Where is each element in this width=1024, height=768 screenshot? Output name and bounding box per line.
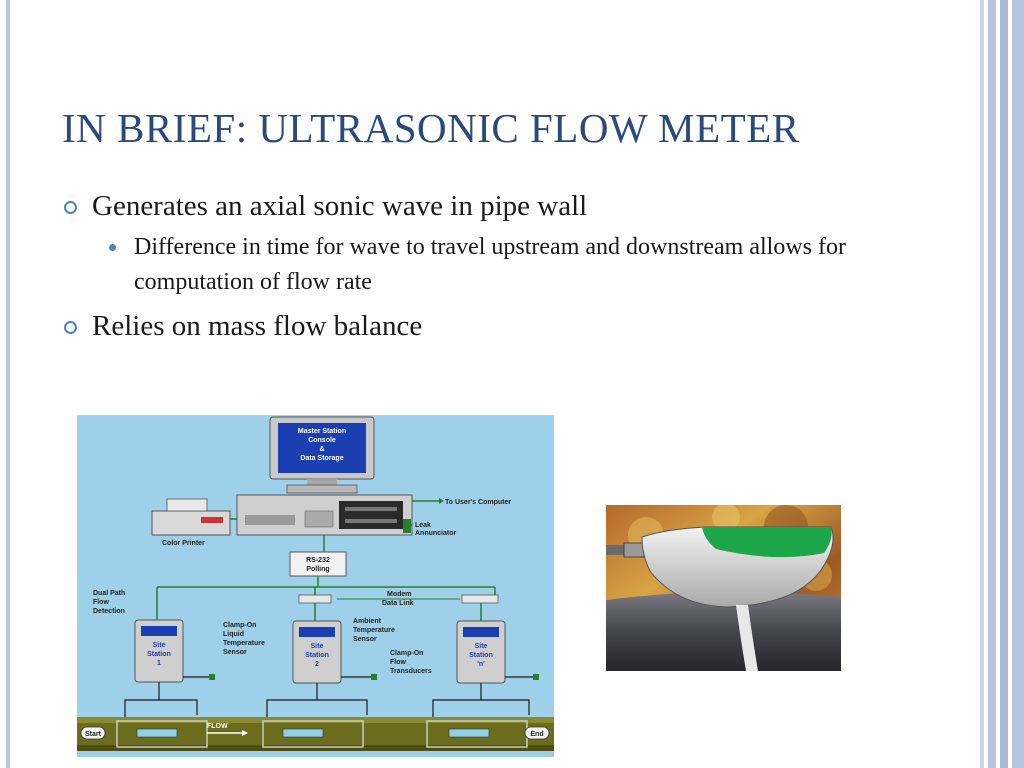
slide-title: IN BRIEF: ULTRASONIC FLOW METER bbox=[62, 105, 800, 151]
bullet-text: Relies on mass flow balance bbox=[92, 310, 423, 342]
svg-text:Station: Station bbox=[147, 651, 171, 658]
bullet-dot-icon bbox=[109, 244, 116, 251]
flow-label: FLOW bbox=[207, 723, 228, 730]
clamp-liquid-label: Sensor bbox=[223, 649, 247, 656]
leak-annunciator-label: Leak bbox=[415, 522, 431, 529]
clamp-liquid-label: Clamp-On bbox=[223, 622, 257, 629]
monitor-line: Console bbox=[308, 437, 336, 444]
monitor-line: & bbox=[319, 446, 325, 453]
slide-left-border bbox=[6, 0, 10, 768]
ambient-label: Sensor bbox=[353, 636, 377, 643]
monitor-line: Master Station bbox=[297, 428, 347, 435]
color-printer-label: Color Printer bbox=[162, 540, 205, 547]
start-label: Start bbox=[85, 731, 101, 738]
bullet-list bbox=[62, 186, 912, 346]
bullet-ring-icon bbox=[64, 321, 77, 334]
bullet-ring-icon bbox=[64, 201, 77, 214]
svg-text:Site: Site bbox=[310, 643, 324, 650]
dual-path-label: Dual Path bbox=[93, 590, 126, 597]
flow-meter-network-diagram bbox=[77, 415, 554, 757]
site-station-n bbox=[457, 621, 505, 683]
bullet-item bbox=[62, 186, 912, 226]
svg-text:Site: Site bbox=[152, 642, 166, 649]
clamp-flow-label: Transducers bbox=[390, 668, 432, 675]
dual-path-label: Flow bbox=[93, 599, 109, 606]
rs232-label: Polling bbox=[306, 566, 330, 573]
dual-path-label: Detection bbox=[93, 608, 125, 615]
clamp-flow-label: Clamp-On bbox=[390, 650, 424, 657]
svg-text:'n': 'n' bbox=[477, 661, 485, 668]
site-station-1 bbox=[135, 620, 183, 682]
site-station-2 bbox=[293, 621, 341, 683]
modem-label: Data Link bbox=[382, 600, 414, 607]
master-station-monitor bbox=[270, 417, 374, 493]
bullet-item bbox=[62, 306, 912, 346]
clamp-liquid-label: Liquid bbox=[223, 631, 244, 638]
svg-text:2: 2 bbox=[315, 661, 319, 668]
color-printer bbox=[152, 499, 230, 547]
svg-text:Station: Station bbox=[469, 652, 493, 659]
rs232-label: RS-232 bbox=[306, 557, 330, 564]
slide-right-border bbox=[976, 0, 1024, 768]
svg-text:Station: Station bbox=[305, 652, 329, 659]
leak-annunciator-label: Annunciator bbox=[415, 530, 457, 537]
clamp-flow-label: Flow bbox=[390, 659, 406, 666]
ambient-label: Temperature bbox=[353, 627, 395, 634]
modem-label: Modem bbox=[387, 591, 412, 598]
ambient-label: Ambient bbox=[353, 618, 381, 625]
clamp-liquid-label: Temperature bbox=[223, 640, 265, 647]
bullet-text: Generates an axial sonic wave in pipe wall bbox=[92, 190, 588, 222]
monitor-line: Data Storage bbox=[300, 455, 344, 462]
sub-bullet-text: Difference in time for wave to travel upstream and downstream allows for computation of flow rate bbox=[134, 234, 846, 295]
svg-text:1: 1 bbox=[157, 660, 161, 667]
master-console bbox=[237, 495, 412, 535]
clamp-on-transducer-photo bbox=[606, 505, 841, 671]
svg-text:Site: Site bbox=[474, 643, 488, 650]
end-label: End bbox=[530, 731, 544, 738]
sub-bullet-item bbox=[62, 230, 912, 300]
to-users-computer-label: To User's Computer bbox=[445, 499, 512, 506]
